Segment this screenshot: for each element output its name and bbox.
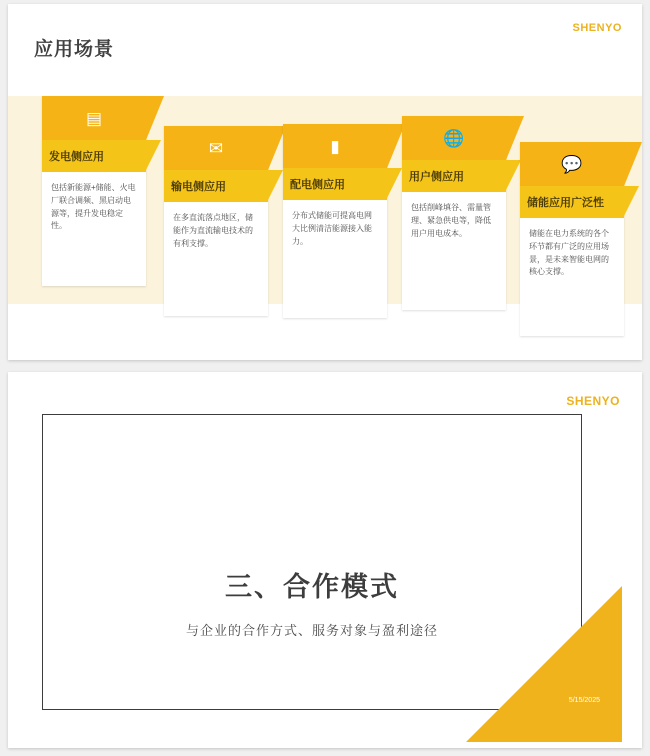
- list-item[interactable]: [164, 126, 268, 316]
- list-item[interactable]: [520, 142, 624, 336]
- card-title: 发电侧应用: [42, 140, 146, 172]
- battery-icon: ▮: [330, 136, 340, 156]
- list-item[interactable]: [402, 116, 506, 310]
- card-icon-container: [402, 116, 506, 160]
- card-description: 分布式储能可提高电网大比例清洁能源接入能力。: [292, 211, 372, 246]
- brand-logo: SHENYO: [572, 22, 622, 34]
- card-title: 配电侧应用: [283, 168, 387, 200]
- card-description: 储能在电力系统的各个环节都有广泛的应用场景，是未来智能电网的核心支撑。: [529, 229, 609, 277]
- card-icon-container: [283, 124, 387, 168]
- card-icon-container: [520, 142, 624, 186]
- page-title: 应用场景: [34, 39, 115, 60]
- brand-logo: SHENYO: [566, 394, 620, 408]
- card-description: 包括削峰填谷、需量管理、紧急供电等，降低用户用电成本。: [411, 203, 491, 238]
- decorative-triangle: [466, 586, 622, 742]
- presentation-chart-icon: ▤: [85, 108, 103, 128]
- list-item[interactable]: [283, 124, 387, 318]
- section-title: 三、合作模式: [225, 572, 399, 602]
- chat-bubble-icon: 💬: [561, 154, 583, 174]
- card-icon-container: [164, 126, 268, 170]
- envelope-icon: ✉: [208, 138, 224, 158]
- slide-application-scenarios[interactable]: [8, 4, 642, 360]
- list-item[interactable]: [42, 96, 146, 286]
- card-title: 用户侧应用: [402, 160, 506, 192]
- slide-date: 5/15/2025: [568, 697, 600, 704]
- card-title: 储能应用广泛性: [520, 186, 624, 218]
- card-description: 包括新能源+储能、火电厂联合调频、黑启动电源等，提升发电稳定性。: [51, 183, 136, 231]
- card-description: 在多直流落点地区，储能作为直流输电技术的有利支撑。: [173, 213, 253, 248]
- card-list: [8, 4, 642, 360]
- card-title: 输电侧应用: [164, 170, 268, 202]
- card-icon-container: [42, 96, 146, 140]
- slide-section-divider[interactable]: [8, 372, 642, 748]
- section-subtitle: 与企业的合作方式、服务对象与盈利途径: [185, 623, 438, 638]
- globe-icon: 🌐: [443, 128, 465, 148]
